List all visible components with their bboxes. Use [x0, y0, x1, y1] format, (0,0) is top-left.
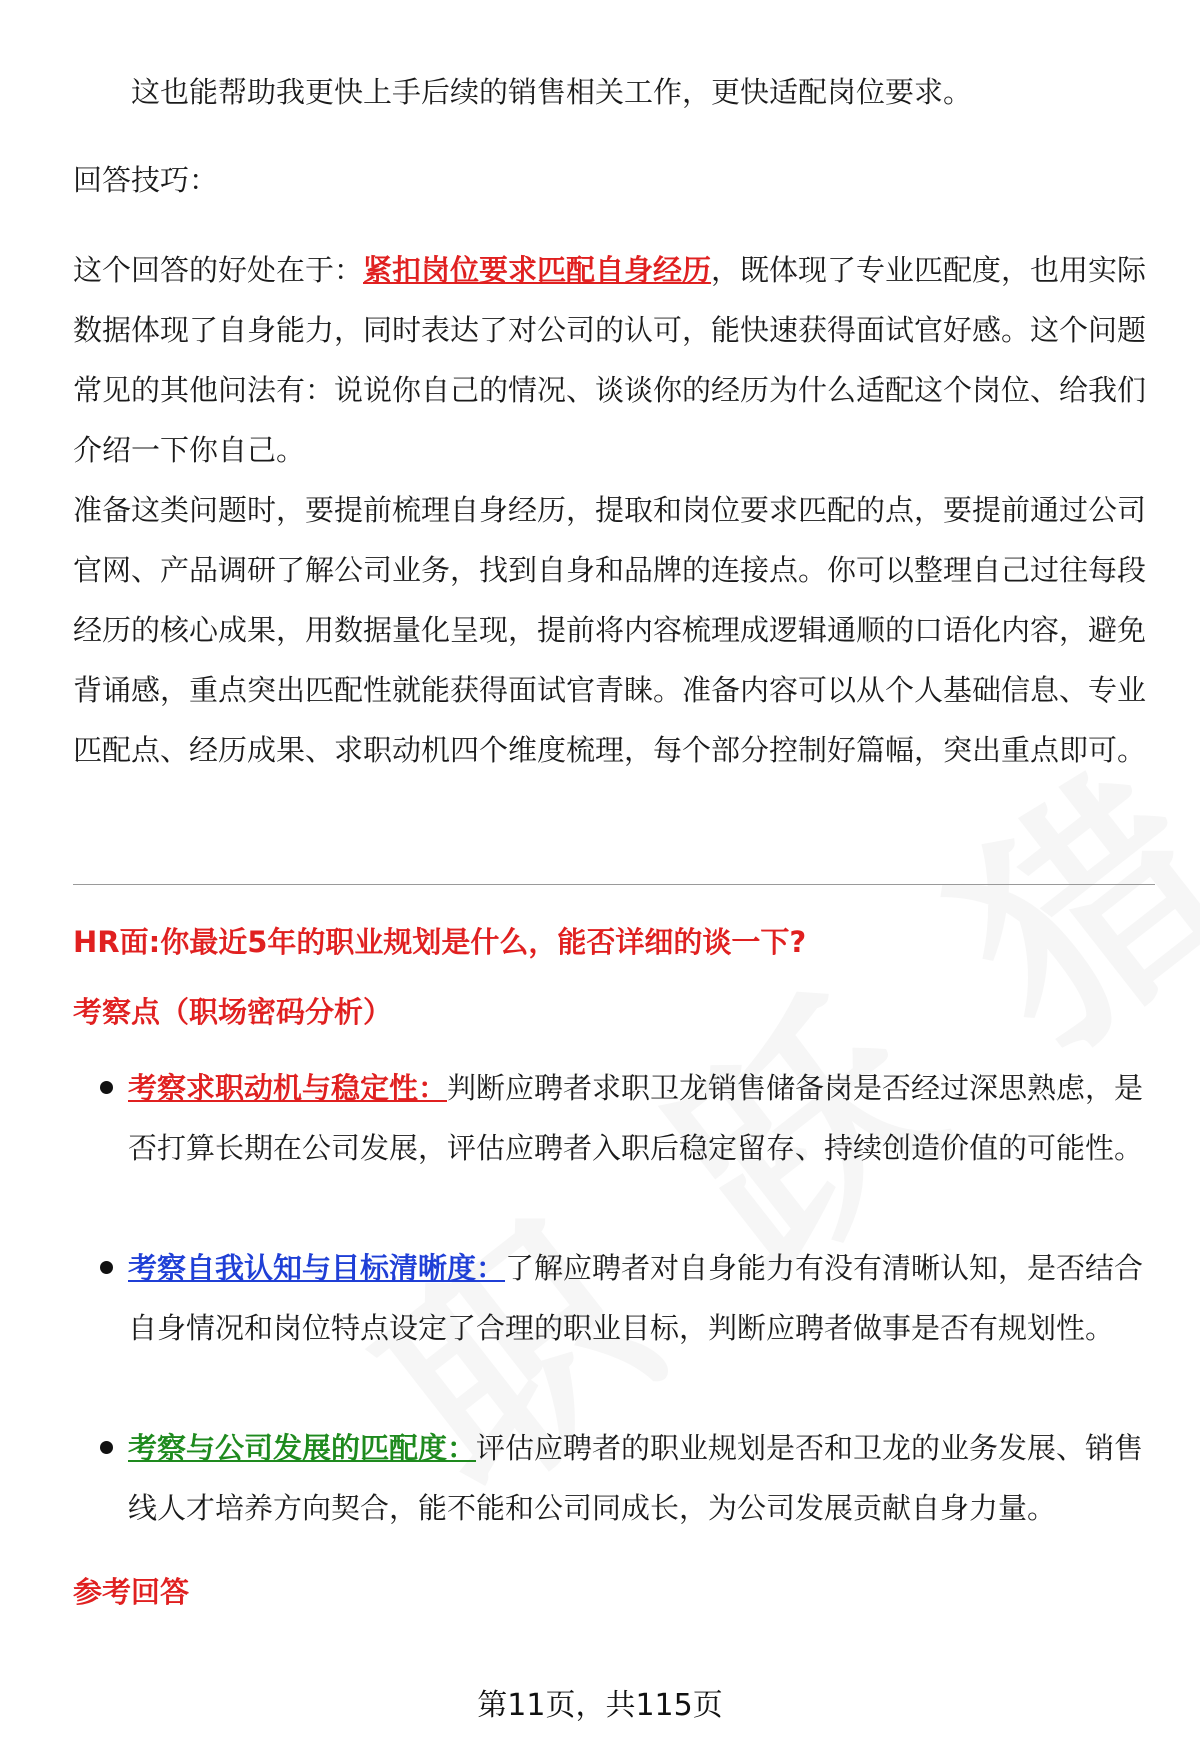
intro-line: 这也能帮助我更快上手后续的销售相关工作，更快适配岗位要求。	[131, 75, 973, 109]
reference-answer-title: 参考回答	[73, 1575, 190, 1609]
tips-label: 回答技巧：	[73, 163, 219, 197]
bullet-text: 判断应聘者求职卫龙销售储备岗是否经过深思熟虑，是否打算长期在公司发展，评估应聘者入职后稳定留存、持续创造价值的可能性。	[128, 1071, 1144, 1165]
prep-paragraph: 准备这类问题时，要提前梳理自身经历，提取和岗位要求匹配的点，要提前通过公司官网、产品调研了解公司业务，找到自身和品牌的连接点。你可以整理自己过往每段经历的核心成果，用数据量化呈现，提前将内容梳理成逻辑通顺的口语化内容，避免背诵感，重点突出匹配性就能获得面试官青睐。准备内容可以从个人基础信息、专业匹配点、经历成果、求职动机四个维度梳理，每个部分控制好篇幅，突出重点即可。	[73, 493, 1147, 767]
bullet-text: 了解应聘者对自身能力有没有清晰认知，是否结合自身情况和岗位特点设定了合理的职业目标，判断应聘者做事是否有规划性。	[128, 1251, 1144, 1345]
bullet-label: 考察自我认知与目标清晰度：	[128, 1251, 506, 1285]
bullet-label: 考察与公司发展的匹配度：	[128, 1431, 477, 1465]
page-number: 第11页，共115页	[477, 1688, 723, 1723]
bullet-dot-icon	[100, 1441, 113, 1454]
bullet-label: 考察求职动机与稳定性：	[128, 1071, 448, 1105]
bullet-dot-icon	[100, 1081, 113, 1094]
tips-highlight: 紧扣岗位要求匹配自身经历	[363, 253, 712, 287]
tips-paragraph	[73, 240, 1148, 480]
tips-prefix: 这个回答的好处在于：	[73, 253, 364, 287]
bullet-dot-icon	[100, 1261, 113, 1274]
list-item	[100, 1418, 1150, 1538]
section-title: 考察点（职场密码分析）	[73, 995, 393, 1029]
section-divider	[73, 884, 1155, 885]
list-item	[100, 1058, 1150, 1178]
list-item	[100, 1238, 1150, 1358]
interview-question: HR面:你最近5年的职业规划是什么，能否详细的谈一下?	[73, 925, 807, 959]
bullet-text: 评估应聘者的职业规划是否和卫龙的业务发展、销售线人才培养方向契合，能不能和公司同成长，为公司发展贡献自身力量。	[128, 1431, 1144, 1525]
tips-rest: ，既体现了专业匹配度，也用实际数据体现了自身能力，同时表达了对公司的认可，能快速获得面试官好感。这个问题常见的其他问法有：说说你自己的情况、谈谈你的经历为什么适配这个岗位、给我们介绍一下你自己。	[73, 253, 1147, 467]
